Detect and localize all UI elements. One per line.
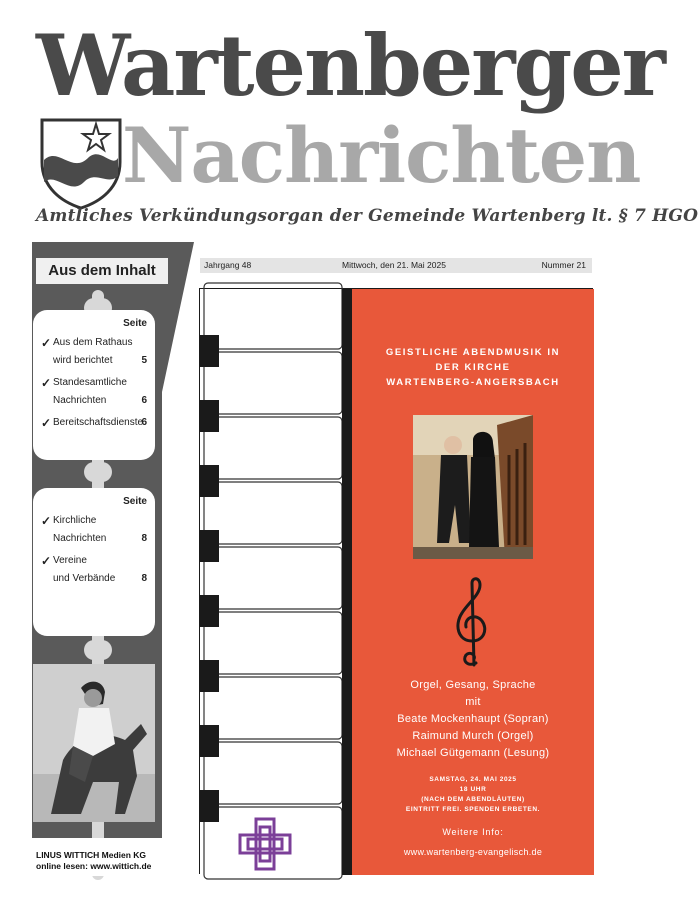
checkmark-icon: ✓ <box>41 416 52 430</box>
more-info-link[interactable]: www.wartenberg-evangelisch.de <box>403 847 543 857</box>
event-time: 18 UHR <box>459 786 487 793</box>
performance-description: Orgel, Gesang, Sprache <box>410 679 536 691</box>
equestrian-photo <box>33 664 155 822</box>
page-column-label: Seite <box>123 496 147 507</box>
masthead-title-line1: Wartenberger <box>36 16 664 115</box>
event-date: SAMSTAG, 24. MAI 2025 <box>429 776 517 783</box>
church-cross-logo-icon <box>238 817 292 871</box>
issue-info-bar <box>200 258 592 273</box>
masthead-title-line2: Nachrichten <box>122 111 641 200</box>
treble-clef-icon <box>448 577 498 669</box>
toc-entry-page: 6 <box>141 417 147 428</box>
poster-title: GEISTLICHE ABENDMUSIK IN DER KIRCHE WARTENBERG-ANGERSBACH <box>385 347 561 388</box>
coat-of-arms-icon <box>38 116 124 210</box>
issue-number: Nummer 21 <box>541 260 586 270</box>
publisher-info <box>36 850 186 874</box>
toc-entry[interactable] <box>41 334 151 370</box>
publisher-website[interactable]: online lesen: www.wittich.de <box>36 861 152 871</box>
performer-soprano: Beate Mockenhaupt (Sopran) <box>397 713 549 725</box>
checkmark-icon: ✓ <box>41 336 52 350</box>
toc-entry-page: 8 <box>141 533 147 544</box>
toc-entry-label: Standesamtliche Nachrichten <box>53 377 127 406</box>
toc-entry[interactable] <box>41 552 151 588</box>
performance-with: mit <box>465 696 481 708</box>
performers-photo <box>413 415 533 559</box>
event-admission: EINTRITT FREI. SPENDEN ERBETEN. <box>405 806 541 813</box>
more-info-label: Weitere Info: <box>442 827 504 837</box>
masthead-subtitle: Amtliches Verkündungsorgan der Gemeinde Wartenberg lt. § 7 HGO <box>36 206 698 226</box>
toc-entry-page: 6 <box>141 395 147 406</box>
performer-organ: Raimund Murch (Orgel) <box>412 730 534 742</box>
performer-reading: Michael Gütgemann (Lesung) <box>396 747 550 759</box>
poster-content-panel <box>352 289 594 875</box>
toc-entry-page: 5 <box>141 355 147 366</box>
toc-entry[interactable] <box>41 414 151 432</box>
event-poster <box>199 288 593 874</box>
toc-title: Aus dem Inhalt <box>36 258 168 284</box>
checkmark-icon: ✓ <box>41 514 52 528</box>
toc-entry-label: Bereitschaftsdienste <box>53 417 144 428</box>
checkmark-icon: ✓ <box>41 376 52 390</box>
toc-entry[interactable] <box>41 512 151 548</box>
issue-volume: Jahrgang 48 <box>204 260 252 270</box>
page-column-label: Seite <box>123 318 147 329</box>
toc-entry-label: Aus dem Rathaus wird berichtet <box>53 337 133 366</box>
toc-entry-label: Vereine und Verbände <box>53 555 116 584</box>
checkmark-icon: ✓ <box>41 554 52 568</box>
toc-entry-page: 8 <box>141 573 147 584</box>
toc-entry-label: Kirchliche Nachrichten <box>53 515 107 544</box>
issue-date: Mittwoch, den 21. Mai 2025 <box>342 260 446 270</box>
toc-box-2 <box>33 488 155 636</box>
toc-box-1 <box>33 310 155 460</box>
toc-entry[interactable] <box>41 374 151 410</box>
publisher-name: LINUS WITTICH Medien KG <box>36 850 147 860</box>
piano-keys-graphic <box>200 289 352 875</box>
event-time-note: (NACH DEM ABENDLÄUTEN) <box>421 796 525 803</box>
